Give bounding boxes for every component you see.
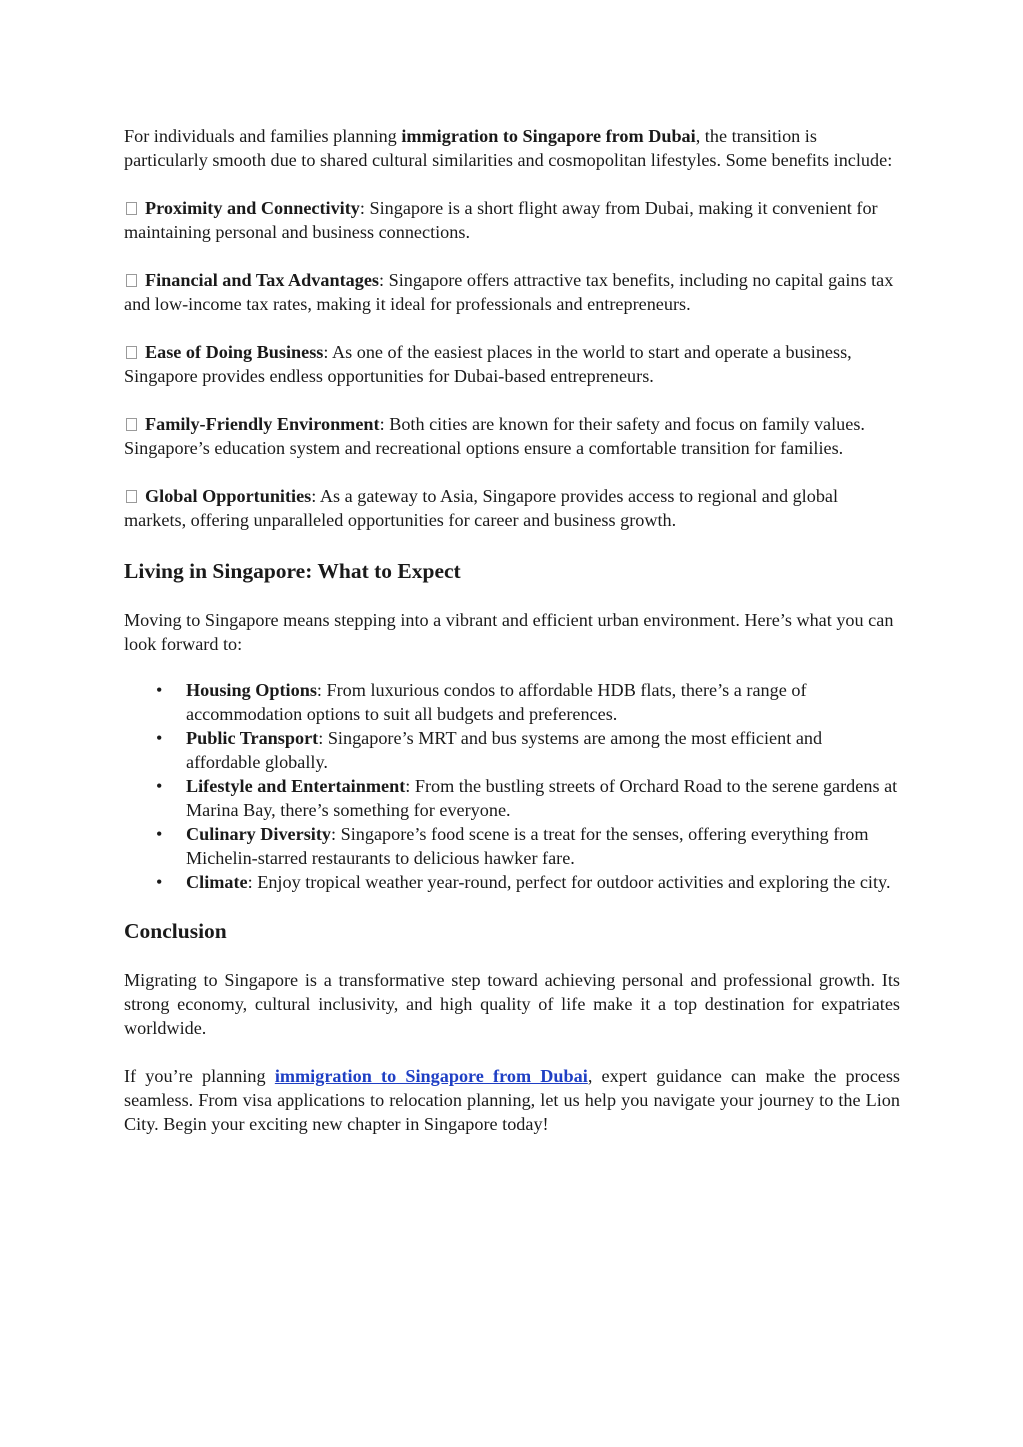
bullet-dot-icon: • — [156, 824, 163, 844]
benefit-title: Global Opportunities — [145, 486, 312, 506]
bullet-dot-icon: • — [156, 680, 163, 700]
benefit-title: Family-Friendly Environment — [145, 414, 380, 434]
list-item-text: : From the bustling streets of Orchard Road to the serene gardens at Marina Bay, there’s something for everyone. — [186, 776, 898, 820]
benefit-title: Ease of Doing Business — [145, 342, 324, 362]
conclusion-paragraph: Migrating to Singapore is a transformative step toward achieving personal and professional growth. Its strong economy, cultural inclusivity, and high quality of life make it a top destination for expatriates worldwide. — [124, 970, 900, 1038]
missing-glyph-box-icon — [126, 490, 137, 503]
living-intro-paragraph: Moving to Singapore means stepping into a vibrant and efficient urban environment. Here’s what you can look forward to: — [124, 610, 894, 654]
benefit-item — [124, 268, 900, 316]
list-item — [124, 822, 900, 870]
conclusion-heading: Conclusion — [124, 919, 227, 943]
list-item-text: : Enjoy tropical weather year-round, perfect for outdoor activities and exploring the city. — [247, 872, 891, 892]
list-item-title: Housing Options — [186, 680, 317, 700]
benefit-title: Financial and Tax Advantages — [145, 270, 379, 290]
list-item-text: : From luxurious condos to affordable HDB flats, there’s a range of accommodation options to suit all budgets and preferences. — [186, 680, 807, 724]
list-item — [124, 678, 900, 726]
document-page — [124, 124, 900, 1136]
benefit-text: : Singapore offers attractive tax benefits, including no capital gains tax and low-income tax rates, making it ideal for professionals and entrepreneurs. — [124, 270, 894, 314]
missing-glyph-box-icon — [126, 346, 137, 359]
missing-glyph-box-icon — [126, 202, 137, 215]
immigration-link[interactable]: immigration to Singapore from Dubai — [274, 1066, 588, 1086]
list-item — [124, 870, 900, 894]
bullet-dot-icon: • — [156, 728, 163, 748]
list-item-title: Public Transport — [186, 728, 319, 748]
list-item-title: Culinary Diversity — [186, 824, 331, 844]
bullet-dot-icon: • — [156, 776, 163, 796]
list-item — [124, 726, 900, 774]
list-item-text: : Singapore’s MRT and bus systems are among the most efficient and affordable globally. — [186, 728, 823, 772]
benefit-item — [124, 340, 900, 388]
cta-paragraph — [124, 1064, 900, 1136]
missing-glyph-box-icon — [126, 418, 137, 431]
benefit-item — [124, 412, 900, 460]
living-list — [124, 678, 900, 894]
intro-text-after: , the transition is particularly smooth due to shared cultural similarities and cosmopolitan lifestyles. Some benefits include: — [124, 126, 893, 170]
bullet-dot-icon: • — [156, 872, 163, 892]
benefit-text: : Singapore is a short flight away from Dubai, making it convenient for maintaining personal and business connections. — [124, 198, 878, 242]
benefit-text: : As one of the easiest places in the world to start and operate a business, Singapore provides endless opportunities for Dubai-based entrepreneurs. — [124, 342, 852, 386]
intro-text-before: For individuals and families planning — [124, 126, 402, 146]
cta-text-before: If you’re planning — [124, 1066, 275, 1086]
benefit-text: : As a gateway to Asia, Singapore provides access to regional and global markets, offering unparalleled opportunities for career and business growth. — [124, 486, 839, 530]
missing-glyph-box-icon — [126, 274, 137, 287]
list-item-title: Climate — [186, 872, 248, 892]
cta-text-after: , expert guidance can make the process seamless. From visa applications to relocation planning, let us help you navigate your journey to the Lion City. Begin your exciting new chapter in Singapore today! — [124, 1066, 901, 1134]
benefit-item — [124, 484, 900, 532]
list-item-title: Lifestyle and Entertainment — [186, 776, 406, 796]
intro-paragraph — [124, 124, 900, 172]
living-heading: Living in Singapore: What to Expect — [124, 559, 461, 583]
benefit-title: Proximity and Connectivity — [145, 198, 360, 218]
benefit-item — [124, 196, 900, 244]
list-item — [124, 774, 900, 822]
list-item-text: : Singapore’s food scene is a treat for the senses, offering everything from Michelin-starred restaurants to delicious hawker fare. — [186, 824, 869, 868]
benefit-text: : Both cities are known for their safety and focus on family values. Singapore’s education system and recreational options ensure a comfortable transition for families. — [124, 414, 865, 458]
intro-bold-phrase: immigration to Singapore from Dubai — [401, 126, 696, 146]
